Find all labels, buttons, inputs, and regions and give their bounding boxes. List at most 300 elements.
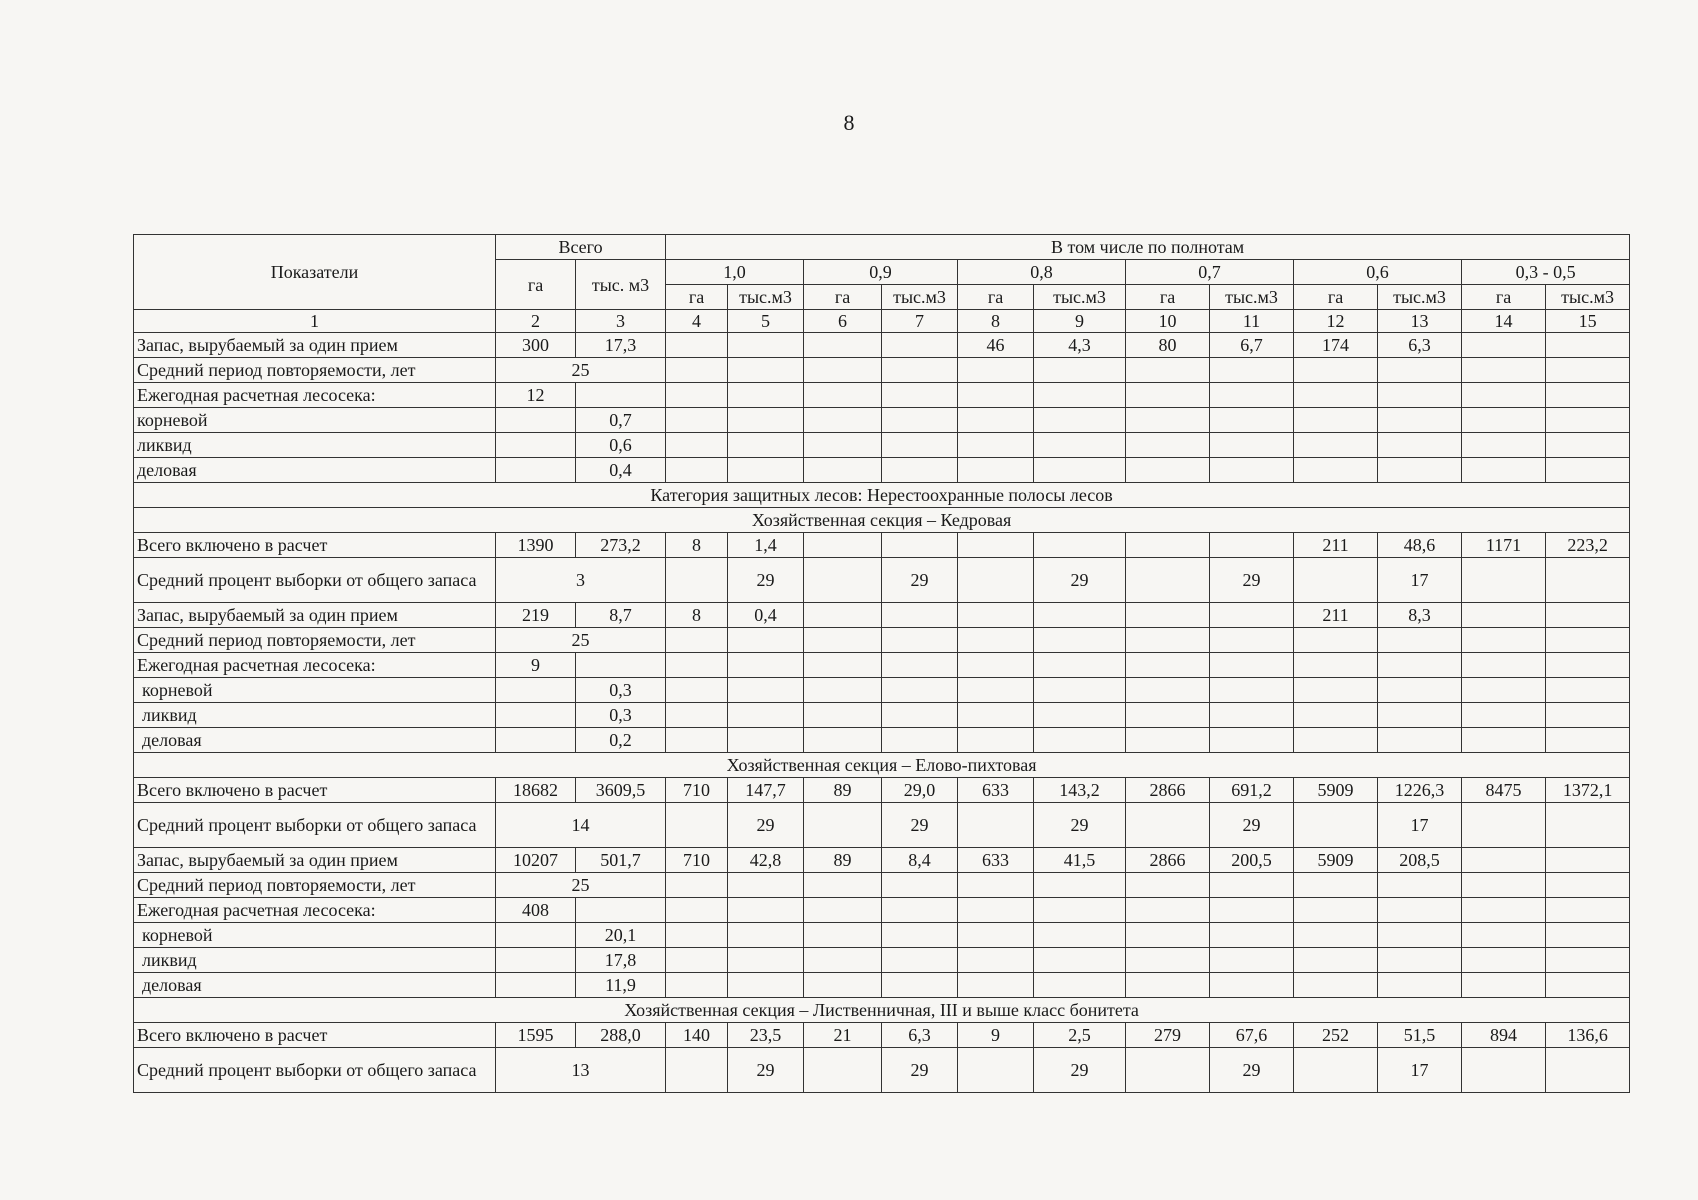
- cut-row: [134, 848, 1630, 873]
- value-cell: 174: [1294, 333, 1378, 358]
- value-cell: [1294, 948, 1378, 973]
- value-cell: [1378, 458, 1462, 483]
- value-cell: [666, 803, 728, 848]
- value-cell: 17: [1378, 558, 1462, 603]
- header-indicators: Показатели: [134, 235, 496, 310]
- value-cell: [804, 603, 882, 628]
- value-cell: [1126, 408, 1210, 433]
- value-cell: [1126, 458, 1210, 483]
- value-cell: [728, 923, 804, 948]
- value-cell: [1126, 973, 1210, 998]
- value-cell: 29: [1210, 1048, 1294, 1093]
- value-cell: 29: [882, 558, 958, 603]
- value-cell: 633: [958, 778, 1034, 803]
- row-label: корневой: [134, 408, 496, 433]
- value-cell: 29: [728, 558, 804, 603]
- value-cell: 29: [1034, 803, 1126, 848]
- value-cell: [666, 628, 728, 653]
- value-cell: 29: [882, 1048, 958, 1093]
- value-cell: [1034, 358, 1126, 383]
- value-cell: 6,7: [1210, 333, 1294, 358]
- value-cell: [1294, 923, 1378, 948]
- row-label: корневой: [134, 923, 496, 948]
- value-cell: [882, 383, 958, 408]
- cut-row: [134, 603, 1630, 628]
- value-cell: [1294, 898, 1378, 923]
- category-title: [134, 483, 1630, 508]
- value-cell: 29: [1210, 558, 1294, 603]
- data-row: [134, 458, 1630, 483]
- value-cell: [666, 873, 728, 898]
- value-cell: [1378, 923, 1462, 948]
- value-cell: 211: [1294, 533, 1378, 558]
- total-row: [134, 778, 1630, 803]
- annual-row: [134, 898, 1630, 923]
- value-cell: [666, 1048, 728, 1093]
- value-cell: [958, 923, 1034, 948]
- value-cell: [1034, 678, 1126, 703]
- value-cell: [1034, 923, 1126, 948]
- value-cell: 1226,3: [1378, 778, 1462, 803]
- value-cell: [728, 873, 804, 898]
- value-cell: [1034, 703, 1126, 728]
- row-label: Ежегодная расчетная лесосека:: [134, 898, 496, 923]
- column-number: 5: [728, 310, 804, 333]
- value-cell: 6,3: [1378, 333, 1462, 358]
- value-cell: 136,6: [1546, 1023, 1630, 1048]
- value-cell: [1462, 458, 1546, 483]
- value-cell: [1546, 628, 1630, 653]
- forest-data-table: [133, 234, 1630, 1093]
- value-cell: [1546, 703, 1630, 728]
- value-cell: 0,4: [576, 458, 666, 483]
- value-cell: [804, 898, 882, 923]
- value-cell: [496, 973, 576, 998]
- value-cell: [1462, 603, 1546, 628]
- value-cell: [958, 1048, 1034, 1093]
- value-cell: 2,5: [1034, 1023, 1126, 1048]
- value-cell: 408: [496, 898, 576, 923]
- value-cell: [958, 628, 1034, 653]
- value-cell: [804, 333, 882, 358]
- row-label: Средний период повторяемости, лет: [134, 873, 496, 898]
- value-cell: 710: [666, 848, 728, 873]
- row-label: ликвид: [134, 433, 496, 458]
- value-cell: [958, 948, 1034, 973]
- value-cell: 29: [1034, 1048, 1126, 1093]
- value-cell: [804, 728, 882, 753]
- value-cell: [666, 653, 728, 678]
- column-number: 1: [134, 310, 496, 333]
- section-title-cell: Хозяйственная секция – Елово-пихтовая: [134, 753, 1630, 778]
- value-cell: [666, 333, 728, 358]
- value-cell: [804, 873, 882, 898]
- value-cell: [804, 803, 882, 848]
- value-cell: [882, 678, 958, 703]
- value-cell: 8,7: [576, 603, 666, 628]
- value-cell: [1294, 628, 1378, 653]
- value-cell: [1210, 458, 1294, 483]
- header-unit-ha: га: [1462, 285, 1546, 310]
- row-label: ликвид: [134, 948, 496, 973]
- value-cell: [666, 408, 728, 433]
- period-row: [134, 628, 1630, 653]
- value-cell: 501,7: [576, 848, 666, 873]
- value-cell: [1294, 358, 1378, 383]
- value-cell: 691,2: [1210, 778, 1294, 803]
- value-cell: [1034, 408, 1126, 433]
- value-cell: [1126, 628, 1210, 653]
- value-cell: [1294, 1048, 1378, 1093]
- value-cell: [804, 1048, 882, 1093]
- pct-row: [134, 1048, 1630, 1093]
- value-cell: 5909: [1294, 778, 1378, 803]
- value-cell: [1546, 558, 1630, 603]
- section-title: [134, 998, 1630, 1023]
- value-cell: 29: [728, 1048, 804, 1093]
- value-cell: 14: [496, 803, 666, 848]
- value-cell: [1210, 703, 1294, 728]
- value-cell: 894: [1462, 1023, 1546, 1048]
- value-cell: [728, 678, 804, 703]
- value-cell: 9: [496, 653, 576, 678]
- value-cell: [1462, 678, 1546, 703]
- header-unit-volume: тыс.м3: [1378, 285, 1462, 310]
- value-cell: [882, 458, 958, 483]
- value-cell: 1390: [496, 533, 576, 558]
- value-cell: [804, 458, 882, 483]
- value-cell: 18682: [496, 778, 576, 803]
- value-cell: [1034, 433, 1126, 458]
- value-cell: [1034, 973, 1126, 998]
- value-cell: [882, 358, 958, 383]
- row-label: Средний процент выборки от общего запаса: [134, 803, 496, 848]
- value-cell: [1378, 898, 1462, 923]
- header-total-volume: тыс. м3: [576, 260, 666, 310]
- row-label: Ежегодная расчетная лесосека:: [134, 383, 496, 408]
- value-cell: [958, 533, 1034, 558]
- value-cell: [1378, 973, 1462, 998]
- value-cell: [1294, 408, 1378, 433]
- section-title-cell: Хозяйственная секция – Кедровая: [134, 508, 1630, 533]
- value-cell: [1378, 433, 1462, 458]
- value-cell: 2866: [1126, 848, 1210, 873]
- column-number: 7: [882, 310, 958, 333]
- pct-row: [134, 803, 1630, 848]
- value-cell: [1462, 873, 1546, 898]
- value-cell: [496, 703, 576, 728]
- column-number: 9: [1034, 310, 1126, 333]
- header-unit-ha: га: [958, 285, 1034, 310]
- value-cell: 17: [1378, 1048, 1462, 1093]
- value-cell: [804, 558, 882, 603]
- value-cell: [1546, 973, 1630, 998]
- value-cell: 6,3: [882, 1023, 958, 1048]
- value-cell: [1126, 803, 1210, 848]
- header-unit-volume: тыс.м3: [1210, 285, 1294, 310]
- value-cell: [1210, 948, 1294, 973]
- value-cell: [1126, 728, 1210, 753]
- value-cell: [1210, 358, 1294, 383]
- value-cell: [1378, 628, 1462, 653]
- value-cell: [666, 948, 728, 973]
- value-cell: [882, 973, 958, 998]
- value-cell: [882, 728, 958, 753]
- value-cell: [1126, 1048, 1210, 1093]
- value-cell: 29,0: [882, 778, 958, 803]
- value-cell: 29: [1210, 803, 1294, 848]
- value-cell: [1126, 383, 1210, 408]
- value-cell: 0,3: [576, 703, 666, 728]
- header-row-1: [134, 235, 1630, 260]
- value-cell: [882, 948, 958, 973]
- density-group: 0,8: [958, 260, 1126, 285]
- value-cell: [666, 703, 728, 728]
- value-cell: [666, 433, 728, 458]
- value-cell: 20,1: [576, 923, 666, 948]
- value-cell: 633: [958, 848, 1034, 873]
- value-cell: [1546, 1048, 1630, 1093]
- row-label: Запас, вырубаемый за один прием: [134, 333, 496, 358]
- row-label: Средний период повторяемости, лет: [134, 628, 496, 653]
- column-number: 6: [804, 310, 882, 333]
- value-cell: [1378, 408, 1462, 433]
- column-number: 14: [1462, 310, 1546, 333]
- value-cell: 8: [666, 533, 728, 558]
- value-cell: [1462, 1048, 1546, 1093]
- column-number: 11: [1210, 310, 1294, 333]
- value-cell: [1210, 628, 1294, 653]
- density-group: 0,6: [1294, 260, 1462, 285]
- value-cell: [882, 333, 958, 358]
- value-cell: [1462, 653, 1546, 678]
- value-cell: 51,5: [1378, 1023, 1462, 1048]
- value-cell: [1034, 533, 1126, 558]
- value-cell: [958, 703, 1034, 728]
- value-cell: [1294, 558, 1378, 603]
- value-cell: 2866: [1126, 778, 1210, 803]
- value-cell: 13: [496, 1048, 666, 1093]
- value-cell: [882, 653, 958, 678]
- value-cell: [1034, 653, 1126, 678]
- value-cell: [666, 358, 728, 383]
- row-label: Всего включено в расчет: [134, 778, 496, 803]
- value-cell: [576, 898, 666, 923]
- value-cell: [882, 923, 958, 948]
- value-cell: [1546, 433, 1630, 458]
- row-label: Запас, вырубаемый за один прием: [134, 848, 496, 873]
- value-cell: [728, 628, 804, 653]
- row-label: Всего включено в расчет: [134, 1023, 496, 1048]
- column-number: 10: [1126, 310, 1210, 333]
- value-cell: [1034, 458, 1126, 483]
- value-cell: 0,3: [576, 678, 666, 703]
- value-cell: [958, 358, 1034, 383]
- value-cell: [1126, 358, 1210, 383]
- value-cell: [1378, 948, 1462, 973]
- column-number: 8: [958, 310, 1034, 333]
- value-cell: [728, 333, 804, 358]
- value-cell: [1378, 653, 1462, 678]
- value-cell: [958, 898, 1034, 923]
- liquid-row: [134, 703, 1630, 728]
- root-row: [134, 678, 1630, 703]
- row-label: Запас, вырубаемый за один прием: [134, 603, 496, 628]
- value-cell: [958, 728, 1034, 753]
- value-cell: [666, 923, 728, 948]
- total-row: [134, 533, 1630, 558]
- value-cell: [496, 408, 576, 433]
- value-cell: [666, 678, 728, 703]
- value-cell: [1294, 653, 1378, 678]
- row-label: Средний процент выборки от общего запаса: [134, 558, 496, 603]
- value-cell: 0,7: [576, 408, 666, 433]
- value-cell: 3609,5: [576, 778, 666, 803]
- row-label: корневой: [134, 678, 496, 703]
- data-row: [134, 383, 1630, 408]
- value-cell: [1294, 703, 1378, 728]
- value-cell: 89: [804, 848, 882, 873]
- value-cell: [1294, 383, 1378, 408]
- value-cell: 5909: [1294, 848, 1378, 873]
- period-row: [134, 873, 1630, 898]
- value-cell: [728, 728, 804, 753]
- value-cell: [1210, 383, 1294, 408]
- value-cell: [1294, 433, 1378, 458]
- value-cell: [958, 433, 1034, 458]
- header-unit-ha: га: [666, 285, 728, 310]
- value-cell: [1294, 973, 1378, 998]
- value-cell: 23,5: [728, 1023, 804, 1048]
- value-cell: [804, 383, 882, 408]
- value-cell: [496, 678, 576, 703]
- value-cell: [1546, 458, 1630, 483]
- value-cell: [1462, 728, 1546, 753]
- value-cell: [496, 728, 576, 753]
- value-cell: 8,4: [882, 848, 958, 873]
- value-cell: [666, 898, 728, 923]
- row-label: Ежегодная расчетная лесосека:: [134, 653, 496, 678]
- category-title-cell: Категория защитных лесов: Нерестоохранные полосы лесов: [134, 483, 1630, 508]
- section-title: [134, 753, 1630, 778]
- value-cell: [1378, 703, 1462, 728]
- value-cell: [1210, 728, 1294, 753]
- value-cell: [882, 408, 958, 433]
- value-cell: [1126, 923, 1210, 948]
- column-numbers-row: [134, 310, 1630, 333]
- section-title-cell: Хозяйственная секция – Лиственничная, III и выше класс бонитета: [134, 998, 1630, 1023]
- value-cell: [666, 458, 728, 483]
- value-cell: [666, 728, 728, 753]
- value-cell: [496, 948, 576, 973]
- value-cell: [1034, 383, 1126, 408]
- value-cell: 25: [496, 628, 666, 653]
- value-cell: 8: [666, 603, 728, 628]
- value-cell: [496, 458, 576, 483]
- value-cell: [1546, 728, 1630, 753]
- value-cell: [576, 383, 666, 408]
- value-cell: [1546, 848, 1630, 873]
- header-unit-volume: тыс.м3: [1034, 285, 1126, 310]
- value-cell: [882, 703, 958, 728]
- row-label: ликвид: [134, 703, 496, 728]
- value-cell: [882, 533, 958, 558]
- value-cell: [804, 653, 882, 678]
- value-cell: [804, 358, 882, 383]
- value-cell: [1462, 803, 1546, 848]
- value-cell: 17,3: [576, 333, 666, 358]
- value-cell: 80: [1126, 333, 1210, 358]
- value-cell: [1210, 973, 1294, 998]
- value-cell: 25: [496, 358, 666, 383]
- value-cell: 10207: [496, 848, 576, 873]
- value-cell: 29: [882, 803, 958, 848]
- value-cell: [1126, 678, 1210, 703]
- value-cell: 8475: [1462, 778, 1546, 803]
- row-label: деловая: [134, 458, 496, 483]
- value-cell: [1126, 533, 1210, 558]
- data-row: [134, 433, 1630, 458]
- value-cell: [804, 973, 882, 998]
- value-cell: [1462, 628, 1546, 653]
- value-cell: [1462, 383, 1546, 408]
- value-cell: [1126, 898, 1210, 923]
- page-number: 8: [843, 110, 855, 135]
- value-cell: [1210, 603, 1294, 628]
- value-cell: [1462, 433, 1546, 458]
- value-cell: [958, 803, 1034, 848]
- value-cell: 11,9: [576, 973, 666, 998]
- column-number: 15: [1546, 310, 1630, 333]
- value-cell: [1210, 408, 1294, 433]
- value-cell: [1210, 433, 1294, 458]
- value-cell: [728, 898, 804, 923]
- value-cell: 29: [728, 803, 804, 848]
- value-cell: 211: [1294, 603, 1378, 628]
- row-label: Средний период повторяемости, лет: [134, 358, 496, 383]
- value-cell: [1546, 653, 1630, 678]
- value-cell: 288,0: [576, 1023, 666, 1048]
- value-cell: [1462, 898, 1546, 923]
- value-cell: [804, 703, 882, 728]
- value-cell: [576, 653, 666, 678]
- value-cell: [958, 653, 1034, 678]
- value-cell: [496, 923, 576, 948]
- header-total: Всего: [496, 235, 666, 260]
- value-cell: [958, 408, 1034, 433]
- value-cell: [1546, 333, 1630, 358]
- header-unit-ha: га: [1294, 285, 1378, 310]
- value-cell: 1,4: [728, 533, 804, 558]
- value-cell: [1462, 333, 1546, 358]
- density-group: 0,7: [1126, 260, 1294, 285]
- value-cell: [1546, 803, 1630, 848]
- value-cell: 48,6: [1378, 533, 1462, 558]
- value-cell: [804, 628, 882, 653]
- value-cell: [1462, 848, 1546, 873]
- value-cell: 3: [496, 558, 666, 603]
- value-cell: [804, 408, 882, 433]
- value-cell: [666, 383, 728, 408]
- value-cell: [1462, 703, 1546, 728]
- value-cell: 208,5: [1378, 848, 1462, 873]
- density-group: 1,0: [666, 260, 804, 285]
- section-title: [134, 508, 1630, 533]
- value-cell: [1462, 973, 1546, 998]
- value-cell: [1294, 873, 1378, 898]
- value-cell: 1372,1: [1546, 778, 1630, 803]
- value-cell: 17,8: [576, 948, 666, 973]
